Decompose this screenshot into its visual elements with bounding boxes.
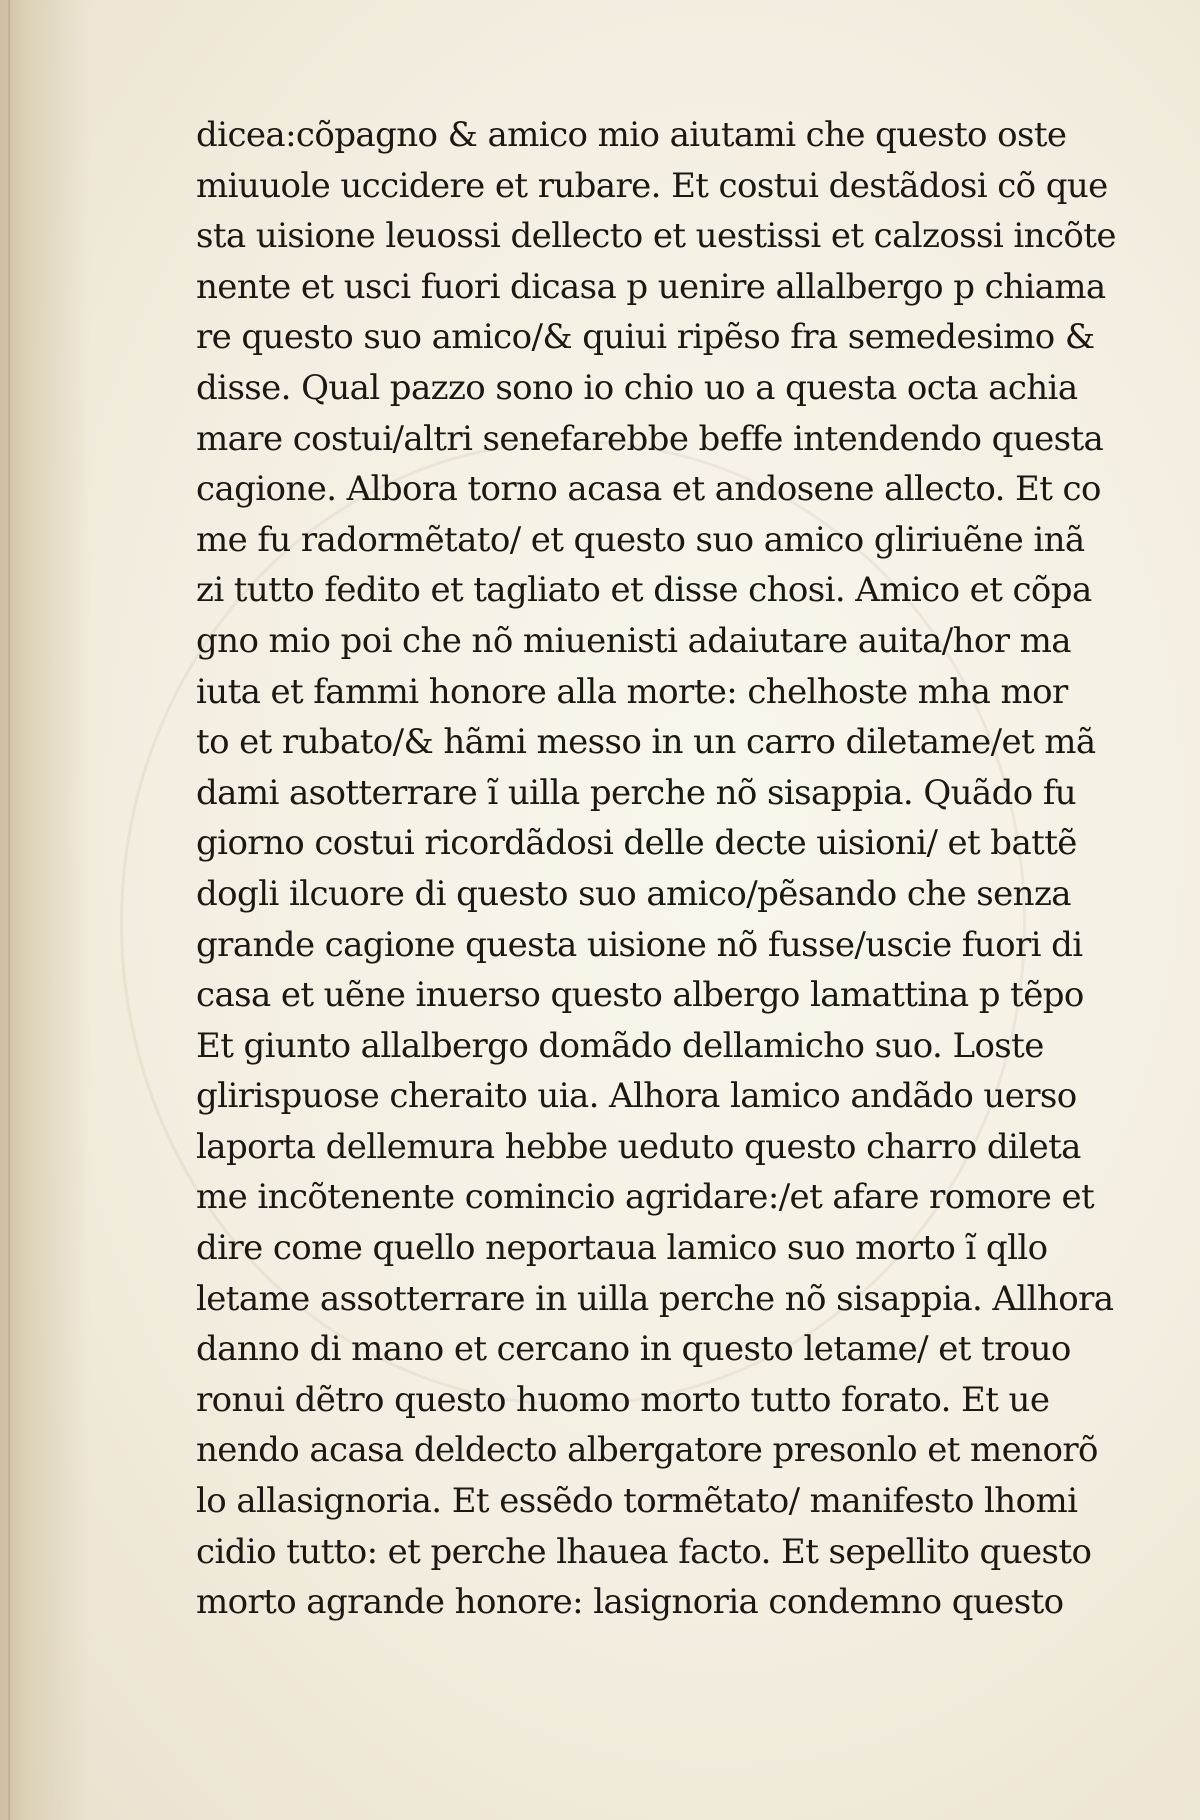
text-line: me incõtenente comincio agridare:/et afare romore et <box>196 1177 1095 1218</box>
gutter-shadow <box>0 0 90 1820</box>
text-line: me fu radormẽtato/ et questo suo amico gliriuẽne inã <box>196 519 1085 560</box>
text-line: gno mio poi che nõ miuenisti adaiutare auita/hor ma <box>196 620 1071 661</box>
text-line: cidio tutto: et perche lhauea facto. Et sepellito questo <box>196 1531 1092 1572</box>
text-line: casa et uẽne inuerso questo albergo lamattina p tẽpo <box>196 975 1084 1016</box>
text-line: dicea:cõpagno & amico mio aiutami che questo oste <box>196 115 1067 155</box>
text-line: lo allasignoria. Et essẽdo tormẽtato/ manifesto lhomi <box>196 1481 1078 1522</box>
text-line: nendo acasa deldecto albergatore presonlo et menorõ <box>196 1430 1098 1471</box>
text-line: miuuole uccidere et rubare. Et costui destãdosi cõ que <box>196 165 1108 206</box>
text-line: laporta dellemura hebbe ueduto questo charro dileta <box>196 1126 1081 1167</box>
text-line: morto agrande honore: lasignoria condemno questo <box>196 1582 1064 1623</box>
text-line: to et rubato/& hãmi messo in un carro diletame/et mã <box>196 722 1096 763</box>
text-line: Et giunto allalbergo domãdo dellamicho suo. Loste <box>196 1025 1044 1066</box>
text-line: re questo suo amico/& quiui ripẽso fra semedesimo & <box>196 317 1095 358</box>
text-line: zi tutto fedito et tagliato et disse chosi. Amico et cõpa <box>196 570 1092 611</box>
text-line: letame assotterrare in uilla perche nõ sisappia. Allhora <box>196 1278 1114 1319</box>
text-line: cagione. Albora torno acasa et andosene allecto. Et co <box>196 469 1101 510</box>
text-line: ronui dẽtro questo huomo morto tutto forato. Et ue <box>196 1379 1050 1420</box>
text-line: disse. Qual pazzo sono io chio uo a questa octa achia <box>196 367 1078 408</box>
binding-edge <box>8 0 10 1820</box>
text-line: glirispuose cheraito uia. Alhora lamico andãdo uerso <box>196 1076 1077 1117</box>
text-line: giorno costui ricordãdosi delle decte uisioni/ et battẽ <box>196 823 1077 864</box>
text-line: nente et usci fuori dicasa p uenire allalbergo p chiama <box>196 266 1106 307</box>
text-line: iuta et fammi honore alla morte: chelhoste mha mor <box>196 671 1068 712</box>
text-line: grande cagione questa uisione nõ fusse/uscie fuori di <box>196 924 1083 965</box>
text-line: sta uisione leuossi dellecto et uestissi et calzossi incõte <box>196 216 1116 257</box>
text-line: dogli ilcuore di questo suo amico/pẽsando che senza <box>196 873 1071 914</box>
text-block <box>196 110 1116 1628</box>
text-line: dami asotterrare ĩ uilla perche nõ sisappia. Quãdo fu <box>196 772 1077 813</box>
text-line: dire come quello neportaua lamico suo morto ĩ qllo <box>196 1228 1048 1269</box>
text-line: danno di mano et cercano in questo letame/ et trouo <box>196 1329 1071 1370</box>
text-line: mare costui/altri senefarebbe beffe intendendo questa <box>196 418 1104 459</box>
